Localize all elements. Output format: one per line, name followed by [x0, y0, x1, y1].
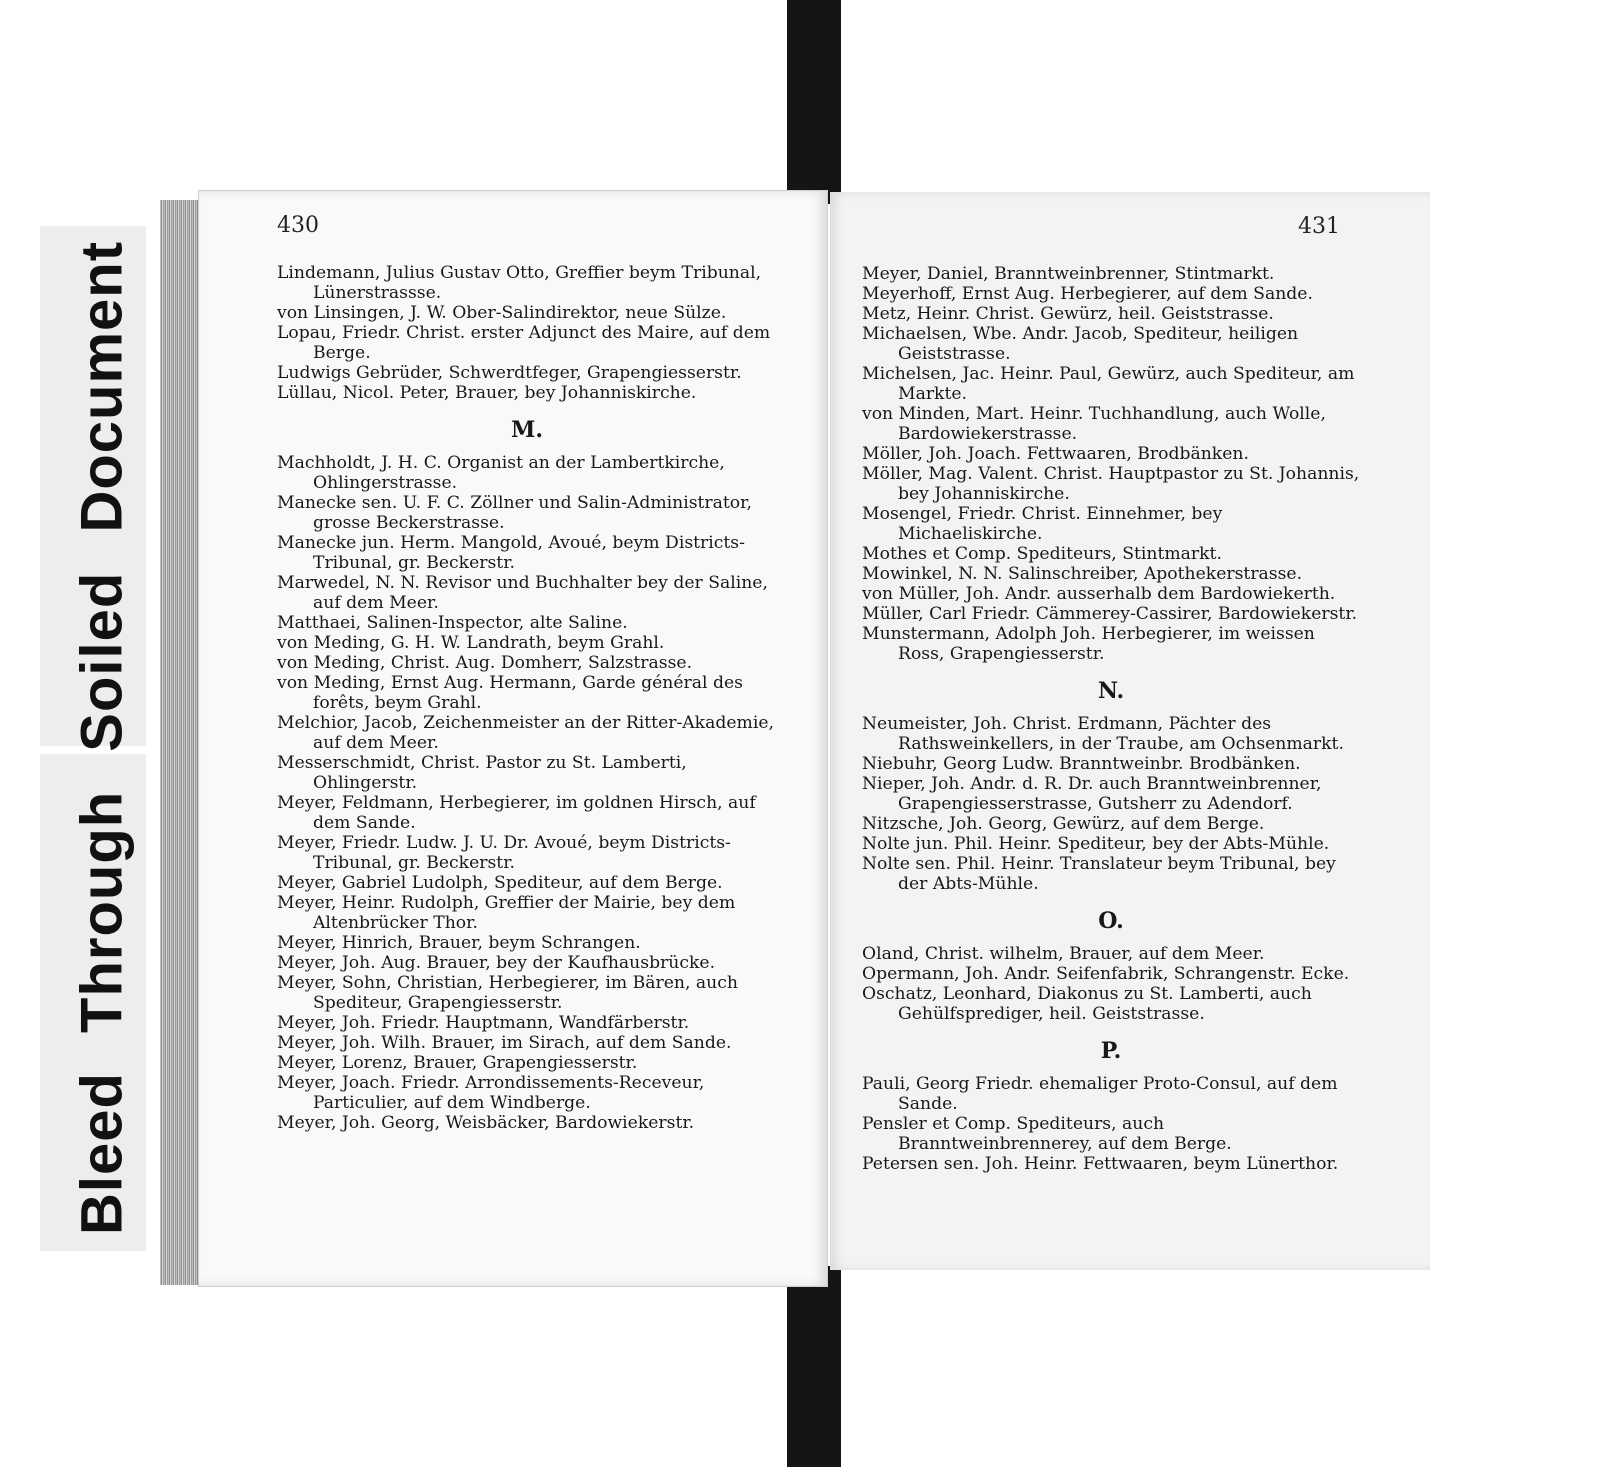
open-book: [160, 190, 1432, 1290]
entry: Meyer, Lorenz, Brauer, Grapengiesserstr.: [277, 1053, 638, 1073]
entry: Mosengel, Friedr. Christ. Einnehmer, bey Michaeliskirche.: [862, 504, 1223, 544]
entry: Meyer, Sohn, Christian, Herbegierer, im Bären, auch Spediteur, Grapengiesserstr.: [277, 973, 738, 1013]
entry: Oland, Christ. wilhelm, Brauer, auf dem Meer.: [862, 944, 1265, 964]
entry: Meyer, Joh. Aug. Brauer, bey der Kaufhausbrücke.: [277, 953, 716, 973]
entry: Opermann, Joh. Andr. Seifenfabrik, Schrangenstr. Ecke.: [862, 964, 1350, 984]
entry: Lopau, Friedr. Christ. erster Adjunct des Maire, auf dem Berge.: [277, 323, 771, 363]
section-heading-m: M.: [510, 417, 543, 443]
entry: von Minden, Mart. Heinr. Tuchhandlung, auch Wolle, Bardowiekerstrasse.: [862, 404, 1326, 444]
entry: Michaelsen, Wbe. Andr. Jacob, Spediteur, heiligen Geiststrasse.: [862, 324, 1299, 364]
entry: Pensler et Comp. Spediteurs, auch Branntweinbrennerey, auf dem Berge.: [862, 1114, 1232, 1154]
entry: Meyer, Joh. Friedr. Hauptmann, Wandfärberstr.: [277, 1013, 690, 1033]
entry: Meyer, Heinr. Rudolph, Greffier der Mairie, bey dem Altenbrücker Thor.: [277, 893, 736, 933]
scan-bar-bottom: [787, 1266, 841, 1467]
entry: Möller, Joh. Joach. Fettwaaren, Brodbänken.: [862, 444, 1249, 464]
entry: Mowinkel, N. N. Salinschreiber, Apothekerstrasse.: [862, 564, 1303, 584]
entry: von Meding, Ernst Aug. Hermann, Garde général des forêts, beym Grahl.: [277, 673, 743, 713]
right-page-text: [862, 264, 1360, 1174]
section-heading-n: N.: [1097, 678, 1125, 704]
entry: Pauli, Georg Friedr. ehemaliger Proto-Consul, auf dem Sande.: [862, 1074, 1338, 1114]
entry: Lüllau, Nicol. Peter, Brauer, bey Johanniskirche.: [277, 383, 697, 403]
entry: Meyer, Daniel, Branntweinbrenner, Stintmarkt.: [862, 264, 1275, 284]
section-heading-p: P.: [1100, 1038, 1122, 1064]
entry: von Meding, Christ. Aug. Domherr, Salzstrasse.: [277, 653, 693, 673]
entry: Lindemann, Julius Gustav Otto, Greffier beym Tribunal, Lünerstrassse.: [277, 263, 762, 303]
right-page-number: 431: [1298, 214, 1340, 239]
left-page-text: [277, 263, 777, 1133]
scan-bar-top: [787, 0, 841, 204]
entry: Nolte jun. Phil. Heinr. Spediteur, bey der Abts-Mühle.: [862, 834, 1330, 854]
entry: Müller, Carl Friedr. Cämmerey-Cassirer, Bardowiekerstr.: [862, 604, 1358, 624]
right-page: [830, 192, 1430, 1270]
entry: Messerschmidt, Christ. Pastor zu St. Lamberti, Ohlingerstr.: [277, 753, 687, 793]
entry: Nitzsche, Joh. Georg, Gewürz, auf dem Berge.: [862, 814, 1265, 834]
entry: Nieper, Joh. Andr. d. R. Dr. auch Branntweinbrenner, Grapengiesserstrasse, Gutsherr zu Adendorf.: [862, 774, 1322, 814]
entry: Metz, Heinr. Christ. Gewürz, heil. Geiststrasse.: [862, 304, 1274, 324]
entry: Petersen sen. Joh. Heinr. Fettwaaren, beym Lünerthor.: [862, 1154, 1339, 1174]
entry: Marwedel, N. N. Revisor und Buchhalter bey der Saline, auf dem Meer.: [277, 573, 768, 613]
entry: Munstermann, Adolph Joh. Herbegierer, im weissen Ross, Grapengiesserstr.: [862, 624, 1315, 664]
entry: Meyer, Joach. Friedr. Arrondissements-Receveur, Particulier, auf dem Windberge.: [277, 1073, 705, 1113]
entry: Möller, Mag. Valent. Christ. Hauptpastor zu St. Johannis, bey Johanniskirche.: [862, 464, 1360, 504]
entry: Ludwigs Gebrüder, Schwerdtfeger, Grapengiesserstr.: [277, 363, 742, 383]
side-label: [58, 226, 146, 1251]
entry: Neumeister, Joh. Christ. Erdmann, Pächter des Rathsweinkellers, in der Traube, am Ochsenmarkt.: [862, 714, 1344, 754]
entry: Meyer, Joh. Georg, Weisbäcker, Bardowiekerstr.: [277, 1113, 695, 1133]
entry: Manecke sen. U. F. C. Zöllner und Salin-Administrator, grosse Beckerstrasse.: [277, 493, 752, 533]
left-page: [198, 190, 828, 1287]
entry: Melchior, Jacob, Zeichenmeister an der Ritter-Akademie, auf dem Meer.: [277, 713, 774, 753]
entry: Meyer, Feldmann, Herbegierer, im goldnen Hirsch, auf dem Sande.: [277, 793, 756, 833]
entry: von Müller, Joh. Andr. ausserhalb dem Bardowiekerth.: [862, 584, 1336, 604]
entry: Meyer, Gabriel Ludolph, Spediteur, auf dem Berge.: [277, 873, 723, 893]
entry: von Meding, G. H. W. Landrath, beym Grahl.: [277, 633, 665, 653]
entry: Meyerhoff, Ernst Aug. Herbegierer, auf dem Sande.: [862, 284, 1313, 304]
entry: Machholdt, J. H. C. Organist an der Lambertkirche, Ohlingerstrasse.: [277, 453, 725, 493]
entry: Meyer, Hinrich, Brauer, beym Schrangen.: [277, 933, 641, 953]
entry: Manecke jun. Herm. Mangold, Avoué, beym Districts-Tribunal, gr. Beckerstr.: [277, 533, 745, 573]
entry: Nolte sen. Phil. Heinr. Translateur beym Tribunal, bey der Abts-Mühle.: [862, 854, 1336, 894]
side-label-text: Bleed Through Soiled Document: [69, 240, 135, 1236]
entry: Michelsen, Jac. Heinr. Paul, Gewürz, auch Spediteur, am Markte.: [862, 364, 1355, 404]
left-page-number: 430: [277, 213, 319, 238]
entry: Meyer, Friedr. Ludw. J. U. Dr. Avoué, beym Districts-Tribunal, gr. Beckerstr.: [277, 833, 731, 873]
entry: Meyer, Joh. Wilh. Brauer, im Sirach, auf dem Sande.: [277, 1033, 732, 1053]
entry: Niebuhr, Georg Ludw. Branntweinbr. Brodbänken.: [862, 754, 1301, 774]
section-heading-o: O.: [1098, 908, 1124, 934]
entry: Matthaei, Salinen-Inspector, alte Saline.: [277, 613, 628, 633]
entry: Oschatz, Leonhard, Diakonus zu St. Lamberti, auch Gehülfsprediger, heil. Geiststrasse.: [862, 984, 1312, 1024]
entry: von Linsingen, J. W. Ober-Salindirektor, neue Sülze.: [277, 303, 727, 323]
entry: Mothes et Comp. Spediteurs, Stintmarkt.: [862, 544, 1222, 564]
